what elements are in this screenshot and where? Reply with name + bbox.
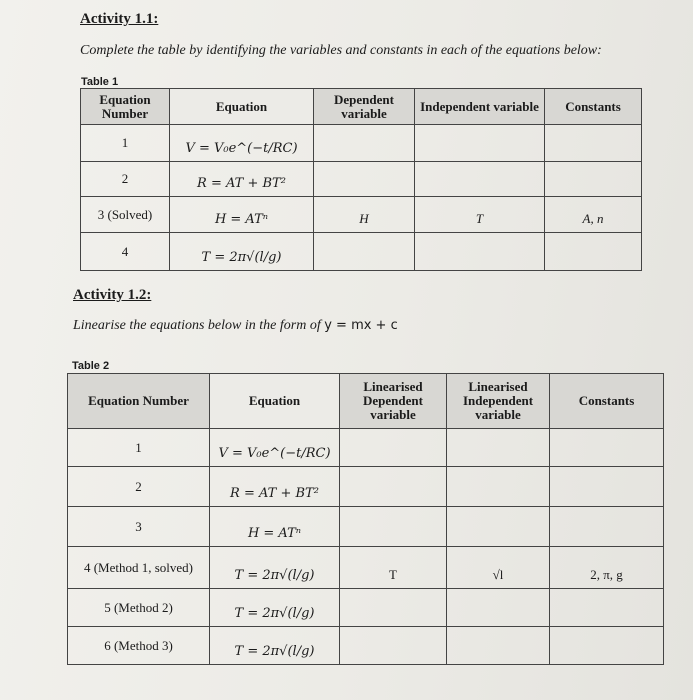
- table2-row: [68, 429, 664, 467]
- table1-cell-independent: [415, 125, 545, 162]
- table1-cell-dependent: [314, 162, 415, 197]
- table1-cell-constants: [545, 233, 642, 271]
- activity2-instruction-text: Linearise the equations below in the form of: [73, 318, 325, 333]
- table2-cell-dependent: [340, 507, 447, 547]
- table2-cell-independent: [447, 589, 550, 627]
- table1-header-equation-number: Equation Number: [81, 89, 170, 125]
- table1-equation-text: H = ATⁿ: [214, 212, 269, 227]
- table2-row: [68, 507, 664, 547]
- table2-number-text: 6 (Method 3): [104, 637, 173, 653]
- table2-caption: Table 2: [72, 360, 110, 372]
- table2-number-text: 5 (Method 2): [104, 599, 173, 615]
- table2-header-constants: Constants: [550, 374, 664, 429]
- table2-cell-constants: [550, 589, 664, 627]
- table2-cell-independent: [447, 507, 550, 547]
- table1-cell-constants: [545, 125, 642, 162]
- table1-header-equation: Equation: [170, 89, 314, 125]
- table2-cell-dependent: [340, 627, 447, 665]
- table1-row: [81, 197, 642, 233]
- table2-row: [68, 589, 664, 627]
- table1-dependent-text: H: [359, 211, 369, 226]
- table1-number-text: 2: [121, 171, 129, 186]
- table1-independent-text: T: [475, 211, 484, 226]
- table2-cell-equation: [210, 467, 340, 507]
- table1-cell-equation: [170, 162, 314, 197]
- table1-header-dependent: Dependent variable: [314, 89, 415, 125]
- table1-cell-equation: [170, 197, 314, 233]
- table1-header-constants: Constants: [545, 89, 642, 125]
- table2-cell-constants: [550, 507, 664, 547]
- table2-cell-equation: [210, 429, 340, 467]
- table2-constants-text: 2, π, g: [590, 567, 623, 582]
- table2-cell-constants: [550, 627, 664, 665]
- table1-equation-text: T = 2π√(l/g): [201, 250, 282, 265]
- table2-cell-independent: [447, 547, 550, 589]
- table1-header-independent: Independent variable: [415, 89, 545, 125]
- table1-cell-independent: [415, 233, 545, 271]
- table1-cell-equation: [170, 125, 314, 162]
- table2-equation-text: R = AT + BT²: [230, 486, 319, 501]
- table1-constants-text: A, n: [582, 211, 604, 226]
- activity1-heading: Activity 1.1:: [80, 11, 159, 27]
- table2-cell-independent: [447, 467, 550, 507]
- table2-header-equation-number: Equation Number: [68, 374, 210, 429]
- table1-cell-number: [81, 197, 170, 233]
- table2-independent-text: √l: [492, 567, 504, 582]
- table2-cell-dependent: [340, 429, 447, 467]
- table1-cell-number: [81, 162, 170, 197]
- table2-equation-text: T = 2π√(l/g): [234, 644, 315, 659]
- table1-row: [81, 233, 642, 271]
- table2-cell-number: [68, 467, 210, 507]
- table2-cell-constants: [550, 547, 664, 589]
- table1-cell-constants: [545, 162, 642, 197]
- table1-cell-dependent: [314, 125, 415, 162]
- table2-row: [68, 627, 664, 665]
- table1: [80, 88, 642, 271]
- table2-cell-equation: [210, 507, 340, 547]
- table1-row: [81, 125, 642, 162]
- table2-cell-independent: [447, 429, 550, 467]
- activity2-heading: Activity 1.2:: [73, 287, 152, 303]
- activity2-instruction-formula: y = mx + c: [324, 318, 398, 333]
- table2-cell-equation: [210, 627, 340, 665]
- table2-row: [68, 547, 664, 589]
- table2-cell-number: [68, 507, 210, 547]
- table1-cell-dependent: [314, 197, 415, 233]
- table2-equation-text: V = V₀e^(−t/RC): [218, 446, 331, 461]
- table2-cell-number: [68, 589, 210, 627]
- table2-number-text: 4 (Method 1, solved): [83, 559, 194, 575]
- table2-cell-equation: [210, 589, 340, 627]
- table2-header-dependent: Linearised Dependent variable: [340, 374, 447, 429]
- table1-number-text: 1: [121, 135, 129, 150]
- activity2-instruction: [73, 318, 398, 334]
- table2-cell-constants: [550, 429, 664, 467]
- table2-equation-text: T = 2π√(l/g): [234, 568, 315, 583]
- table1-cell-number: [81, 125, 170, 162]
- table2: [67, 373, 664, 665]
- table2-number-text: 2: [135, 478, 142, 494]
- table2-cell-dependent: [340, 547, 447, 589]
- table1-cell-equation: [170, 233, 314, 271]
- table1-number-text: 3 (Solved): [97, 206, 153, 222]
- table1-number-text: 4: [121, 243, 129, 259]
- table2-cell-number: [68, 627, 210, 665]
- table1-cell-dependent: [314, 233, 415, 271]
- table2-header-equation: Equation: [210, 374, 340, 429]
- table1-cell-number: [81, 233, 170, 271]
- table2-cell-number: [68, 429, 210, 467]
- activity1-instruction: Complete the table by identifying the variables and constants in each of the equations below:: [80, 43, 602, 58]
- table2-header-independent: Linearised Independent variable: [447, 374, 550, 429]
- table2-dependent-text: T: [389, 567, 397, 582]
- table1-cell-independent: [415, 197, 545, 233]
- table2-equation-text: T = 2π√(l/g): [234, 606, 315, 621]
- table2-cell-independent: [447, 627, 550, 665]
- table2-cell-dependent: [340, 589, 447, 627]
- table1-equation-text: V = V₀e^(−t/RC): [185, 141, 298, 156]
- table2-cell-equation: [210, 547, 340, 589]
- table2-row: [68, 467, 664, 507]
- table1-cell-constants: [545, 197, 642, 233]
- table2-number-text: 3: [135, 518, 142, 534]
- table1-cell-independent: [415, 162, 545, 197]
- table2-cell-dependent: [340, 467, 447, 507]
- table1-equation-text: R = AT + BT²: [197, 176, 286, 191]
- table2-cell-constants: [550, 467, 664, 507]
- table2-number-text: 1: [135, 439, 142, 455]
- table2-cell-number: [68, 547, 210, 589]
- table1-row: [81, 162, 642, 197]
- table2-equation-text: H = ATⁿ: [247, 526, 302, 541]
- table1-caption: Table 1: [81, 76, 119, 88]
